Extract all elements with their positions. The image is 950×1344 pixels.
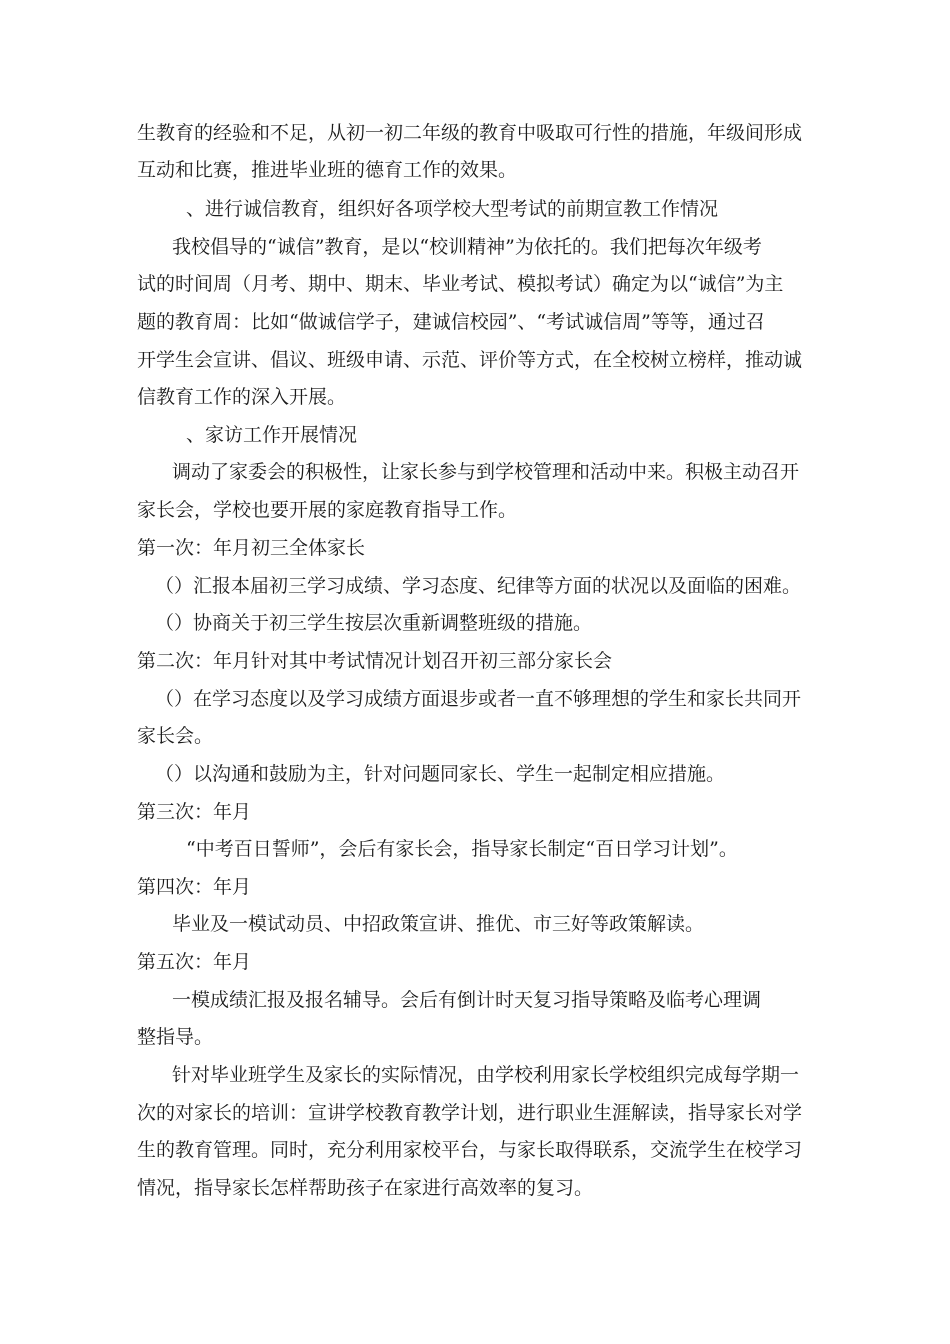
paragraph-line: 整指导。 bbox=[137, 1026, 214, 1048]
paragraph-line: 题的教育周：比如“做诚信学子，建诚信校园”、“考试诚信周”等等，通过召 bbox=[137, 311, 765, 333]
paragraph-line: 我校倡导的“诚信”教育，是以“校训精神”为依托的。我们把每次年级考 bbox=[172, 236, 762, 258]
section-heading: 、进行诚信教育，组织好各项学校大型考试的前期宣教工作情况 bbox=[186, 198, 719, 220]
paragraph-line: 生的教育管理。同时，充分利用家校平台，与家长取得联系，交流学生在校学习 bbox=[137, 1139, 803, 1161]
paragraph-line: 调动了家委会的积极性，让家长参与到学校管理和活动中来。积极主动召开 bbox=[172, 461, 800, 483]
meeting-heading: 第三次：年月 bbox=[137, 801, 252, 823]
section-heading: 、家访工作开展情况 bbox=[186, 424, 358, 446]
paragraph-line: 针对毕业班学生及家长的实际情况，由学校利用家长学校组织完成每学期一 bbox=[172, 1064, 800, 1086]
meeting-heading: 第五次：年月 bbox=[137, 951, 252, 973]
list-item: （）以沟通和鼓励为主，针对问题同家长、学生一起制定相应措施。 bbox=[155, 763, 726, 785]
paragraph-line: 一模成绩汇报及报名辅导。会后有倒计时天复习指导策略及临考心理调 bbox=[172, 989, 762, 1011]
paragraph-line: 家长会，学校也要开展的家庭教育指导工作。 bbox=[137, 499, 518, 521]
paragraph-line: “中考百日誓师”，会后有家长会，指导家长制定“百日学习计划”。 bbox=[186, 838, 738, 860]
list-item: （）在学习态度以及学习成绩方面退步或者一直不够理想的学生和家长共同开 bbox=[155, 688, 802, 710]
paragraph-line: 试的时间周（月考、期中、期末、毕业考试、模拟考试）确定为以“诚信”为主 bbox=[137, 273, 784, 295]
paragraph-line: 开学生会宣讲、倡议、班级申请、示范、评价等方式，在全校树立榜样，推动诚 bbox=[137, 349, 803, 371]
paragraph-line: 生教育的经验和不足，从初一初二年级的教育中吸取可行性的措施，年级间形成 bbox=[137, 122, 803, 144]
meeting-heading: 第二次：年月针对其中考试情况计划召开初三部分家长会 bbox=[137, 650, 613, 672]
meeting-heading: 第一次：年月初三全体家长 bbox=[137, 537, 366, 559]
list-item: （）协商关于初三学生按层次重新调整班级的措施。 bbox=[155, 612, 593, 634]
list-item: （）汇报本届初三学习成绩、学习态度、纪律等方面的状况以及面临的困难。 bbox=[155, 575, 802, 597]
meeting-heading: 第四次：年月 bbox=[137, 876, 252, 898]
paragraph-line: 次的对家长的培训：宣讲学校教育教学计划，进行职业生涯解读，指导家长对学 bbox=[137, 1102, 803, 1124]
paragraph-line: 互动和比赛，推进毕业班的德育工作的效果。 bbox=[137, 159, 518, 181]
list-item-continuation: 家长会。 bbox=[137, 725, 214, 747]
paragraph-line: 毕业及一模试动员、中招政策宣讲、推优、市三好等政策解读。 bbox=[172, 913, 705, 935]
paragraph-line: 情况，指导家长怎样帮助孩子在家进行高效率的复习。 bbox=[137, 1177, 594, 1199]
paragraph-line: 信教育工作的深入开展。 bbox=[137, 386, 347, 408]
